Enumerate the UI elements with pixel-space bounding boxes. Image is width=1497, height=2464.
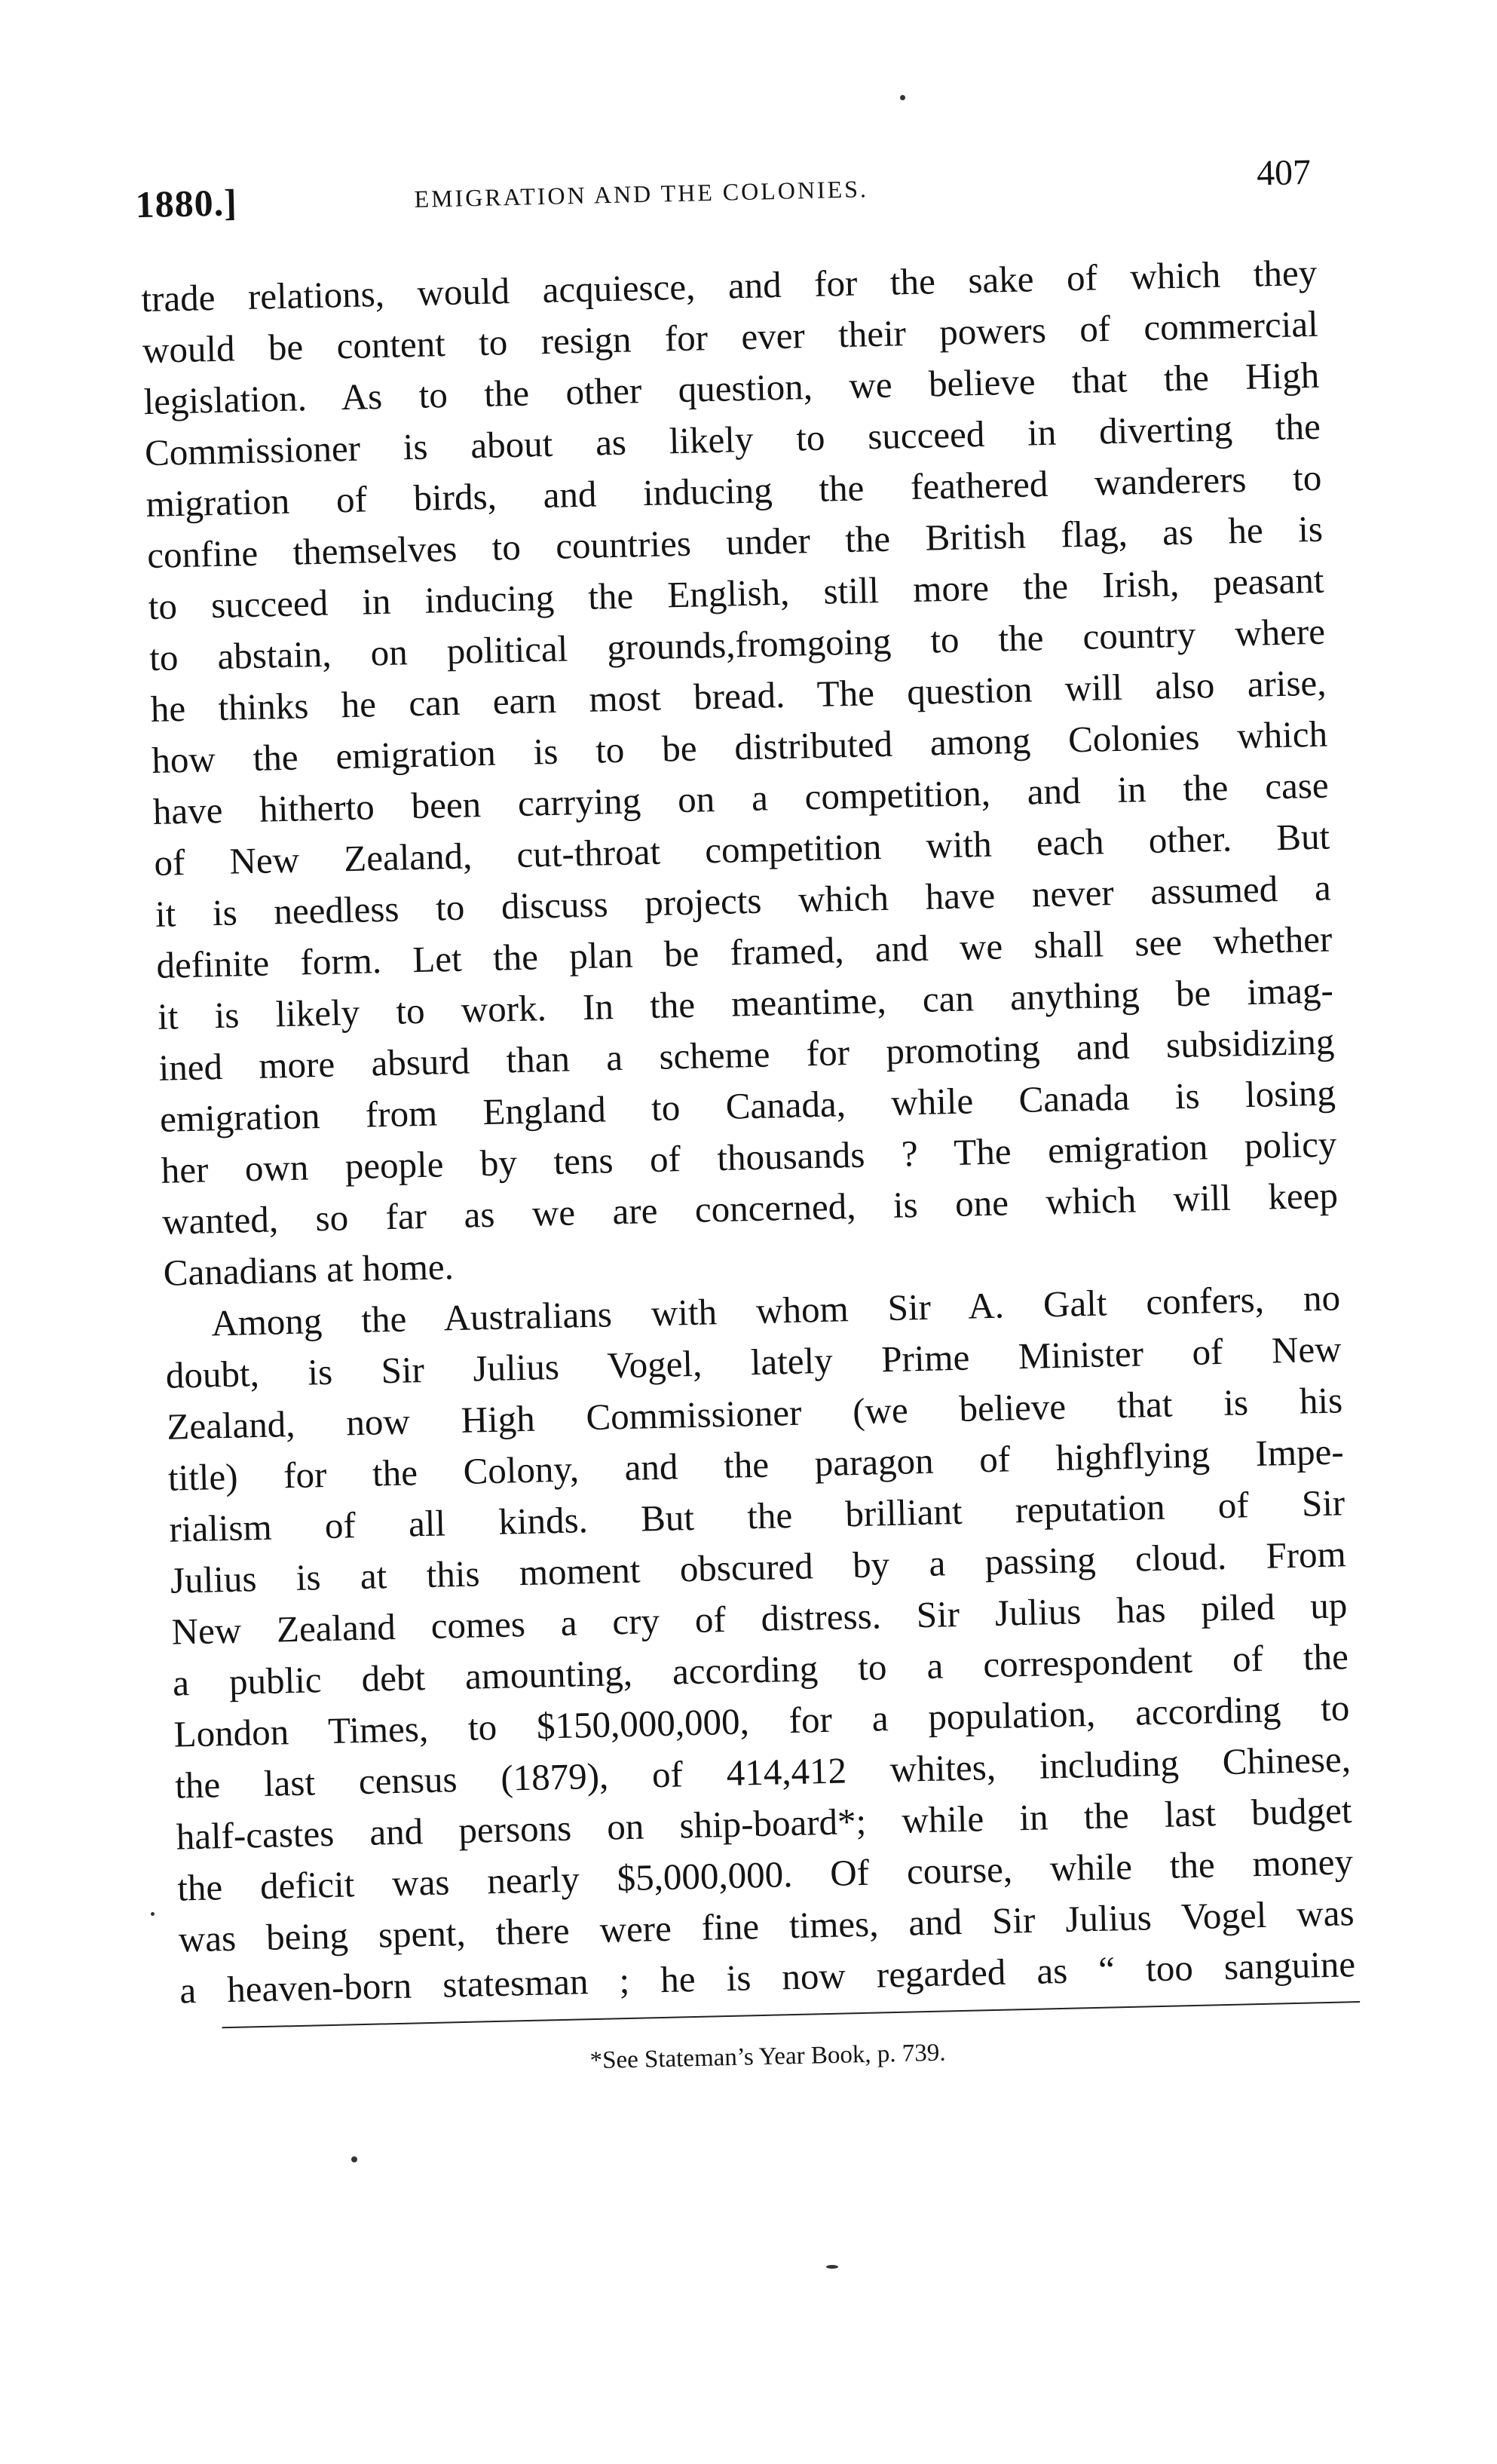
text-line: legislation. As to the other question, we believe that the High: [142, 354, 1320, 423]
footnote: *See Stateman’s Year Book, p. 739.: [589, 2039, 946, 2075]
text-line: it is needless to discuss projects which have never assumed a: [155, 866, 1332, 935]
running-title: EMIGRATION AND THE COLONIES.: [414, 175, 869, 213]
text-line: Commissioner is about as likely to succeed in diverting the: [144, 405, 1321, 474]
text-line: London Times, to $150,000,000, for a population, according to: [173, 1687, 1350, 1755]
text-line: emigration from England to Canada, while Canada is losing: [159, 1071, 1336, 1140]
text-line: he thinks he can earn most bread. The question will also arise,: [150, 661, 1327, 730]
text-line: her own people by tens of thousands ? The emigration policy: [161, 1123, 1337, 1191]
scan-speck: [900, 95, 905, 100]
text-line: how the emigration is to be distributed among Colonies which: [151, 713, 1328, 781]
text-line: doubt, is Sir Julius Vogel, lately Prime Minister of New: [165, 1328, 1342, 1396]
paragraph-start-line: Among the Australians with whom Sir A. Galt confers, no: [210, 1276, 1341, 1344]
text-line: to abstain, on political grounds,fromgoing to the country where: [148, 610, 1326, 679]
body-text: [141, 247, 1356, 2017]
scan-speck: [151, 1912, 155, 1916]
page-number: 407: [1256, 152, 1312, 194]
page-header: [135, 152, 1312, 238]
text-line: was being spent, there were fine times, and Sir Julius Vogel was: [178, 1892, 1355, 1960]
text-line: to succeed in inducing the English, still more the Irish, peasant: [148, 559, 1324, 628]
scan-speck: [351, 2156, 357, 2162]
scan-speck: [826, 2265, 838, 2269]
text-line: migration of birds, and inducing the feathered wanderers to: [145, 456, 1322, 526]
text-line: the last census (1879), of 414,412 whites, including Chinese,: [174, 1738, 1352, 1807]
text-line: confine themselves to countries under the British flag, as he is: [146, 507, 1324, 577]
text-line: Zealand, now High Commissioner (we believe that is his: [166, 1379, 1343, 1448]
text-line: would be content to resign for ever their powers of commercial: [142, 302, 1319, 372]
text-line: wanted, so far as we are concerned, is one which will keep: [161, 1174, 1339, 1243]
text-line: Julius is at this moment obscured by a passing cloud. From: [170, 1533, 1347, 1601]
text-line: of New Zealand, cut-throat competition with each other. But: [153, 815, 1330, 884]
text-line: ined more absurd than a scheme for promoting and subsidizing: [158, 1020, 1335, 1089]
text-line: a public debt amounting, according to a correspondent of the: [172, 1635, 1349, 1704]
text-line: a heaven-born statesman ; he is now regarded as “ too sanguine: [179, 1943, 1356, 2012]
text-line: trade relations, would acquiesce, and for the sake of which they: [140, 251, 1318, 320]
paragraph-end-line: Canadians at home.: [163, 1246, 455, 1294]
text-line: rialism of all kinds. But the brilliant reputation of Sir: [168, 1482, 1345, 1550]
text-line: the deficit was nearly $5,000,000. Of course, while the money: [176, 1840, 1354, 1909]
text-line: New Zealand comes a cry of distress. Sir Julius has piled up: [170, 1584, 1348, 1653]
text-line: it is likely to work. In the meantime, can anything be imag-: [157, 969, 1334, 1037]
text-line: definite form. Let the plan be framed, and we shall see whether: [155, 918, 1333, 986]
text-line: half-castes and persons on ship-board*; while in the last budget: [176, 1789, 1352, 1858]
text-line: have hitherto been carrying on a competition, and in the case: [152, 764, 1330, 832]
text-line: title) for the Colony, and the paragon of highflying Impe-: [167, 1430, 1345, 1499]
header-year: 1880.]: [135, 181, 238, 226]
